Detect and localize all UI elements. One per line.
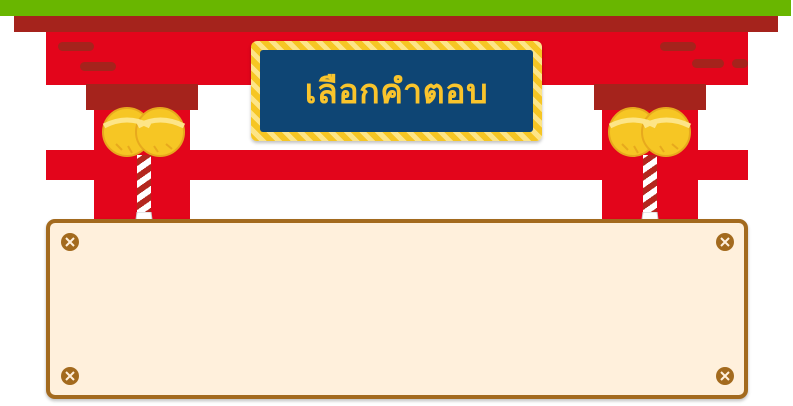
bell-icon: [100, 104, 190, 160]
title-sign-panel: [260, 50, 533, 132]
roof-green-top: [0, 0, 791, 16]
title-sign: [251, 41, 542, 141]
beam-brick: [660, 42, 696, 51]
beam-brick: [692, 59, 724, 68]
screw-icon: [715, 232, 735, 252]
screw-icon: [60, 366, 80, 386]
rope-icon: [137, 155, 151, 215]
screw-icon: [715, 366, 735, 386]
bell-icon: [606, 104, 696, 160]
rope-icon: [643, 155, 657, 215]
answer-board[interactable]: [46, 219, 748, 399]
beam-brick: [58, 42, 94, 51]
screw-icon: [60, 232, 80, 252]
beam-brick: [732, 59, 748, 68]
answer-board-content: [90, 253, 704, 365]
title-text: เลือกคำตอบ: [304, 72, 489, 112]
roof-dark-beam: [14, 16, 778, 32]
beam-brick: [80, 62, 116, 71]
